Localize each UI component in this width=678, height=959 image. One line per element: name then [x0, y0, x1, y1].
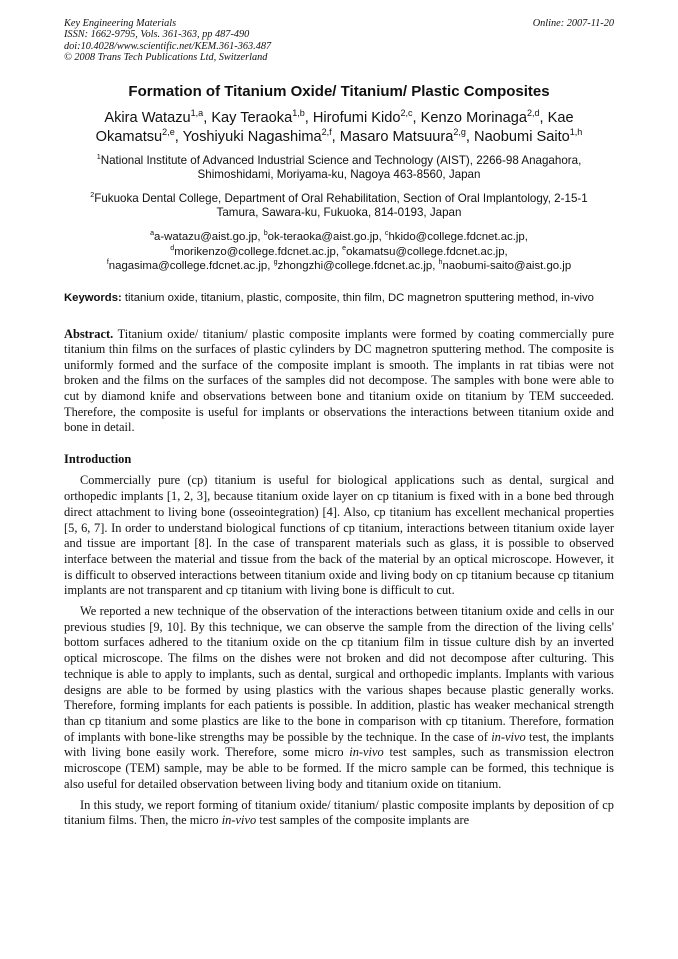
- keywords-label: Keywords:: [64, 291, 122, 304]
- email-address: hkido@college.fdcnet.ac.jp,: [388, 231, 528, 243]
- email-address: zhongzhi@college.fdcnet.ac.jp,: [277, 260, 439, 272]
- email-address: a-watazu@aist.go.jp,: [153, 231, 264, 243]
- abstract-text: Titanium oxide/ titanium/ plastic composite implants were formed by coating commercially pure titanium thin films on the surfaces of plastic cylinders by DC magnetron sputtering method. The composite is uniformly formed and the surface of the composite implant is smooth. The implants in rat tibias were not broken and the films on the surfaces of the samples did not decompose. The samples with bone were able to cut by diamond knife and observations between bone and titanium oxide on titanium by TEM succeeded. Therefore, the composite is useful for implants or observations the interactions between titanium oxide and bone in detail.: [64, 326, 614, 435]
- paper-title: Formation of Titanium Oxide/ Titanium/ Plastic Composites: [128, 82, 550, 100]
- author: Akira Watazu$^{1,a}$,: [104, 107, 212, 126]
- journal-name: Key Engineering Materials: [64, 18, 177, 29]
- author: Kay Teraoka$^{1,b}$,: [211, 107, 313, 126]
- email-line: $^a$a-watazu@aist.go.jp, $^b$ok-teraoka@aist.go.jp, $^c$hkido@college.fdcnet.ac.jp,: [150, 230, 528, 243]
- online-date: Online: 2007-11-20: [532, 18, 614, 29]
- abstract: [64, 327, 614, 436]
- email-address: nagasima@college.fdcnet.ac.jp,: [108, 260, 274, 272]
- copyright-line: © 2008 Trans Tech Publications Ltd, Switzerland: [64, 52, 268, 64]
- email-line: $^d$morikenzo@college.fdcnet.ac.jp, $^e$okamatsu@college.fdcnet.ac.jp,: [170, 244, 508, 258]
- email-address: ok-teraoka@aist.go.jp,: [267, 231, 385, 243]
- intro-paragraph-3: In this study, we report forming of titanium oxide/ titanium/ plastic composite implants by deposition of cp titanium films. Then, the micro in-vivo test samples of the composite implants are: [64, 797, 614, 828]
- author: Hirofumi Kido$^{2,c}$,: [312, 107, 421, 126]
- author: Masaro Matsuura$^{2,g}$,: [339, 127, 475, 146]
- abstract-label: Abstract.: [64, 326, 114, 341]
- intro-paragraph-1: Commercially pure (cp) titanium is useful for biological applications such as dental, surgical and orthopedic implants [1, 2, 3], because titanium oxide layer on cp titanium is fixed with in a bone bed through direct attachment to living bone (osseointegration) [4]. Also, cp titanium has excellent mechanical properties [5, 6, 7]. In order to understand biological functions of cp titanium, interactions between titanium oxide layer and tissue are important [8]. In the case of transparent materials such as glass, it is possible to observed interface between the material and tissue from the back of the material by an optical microscope. However, it is difficult to observed interactions between titanium oxide and living body on cp titanium because cp titanium implants are not transparent and cp titanium with living bone is difficult to cut.: [64, 473, 614, 598]
- author: Kae Okamatsu$^{2,e}$,: [95, 109, 574, 146]
- issn-line: ISSN: 1662-9795, Vols. 361-363, pp 487-490: [64, 29, 250, 41]
- section-heading-introduction: Introduction: [64, 451, 132, 466]
- keywords-text: titanium oxide, titanium, plastic, composite, thin film, DC magnetron sputtering method, in-vivo: [121, 291, 594, 304]
- email-line: $^f$nagasima@college.fdcnet.ac.jp, $^g$zhongzhi@college.fdcnet.ac.jp, $^h$naobumi-saito@aist.go.jp: [106, 259, 572, 272]
- affiliation-1: $^1$National Institute of Advanced Industrial Science and Technology (AIST), 2266-98 Anagahora, Shimoshidami, Moriyama-ku, Nagoya 463-8560, Japan: [96, 151, 582, 182]
- email-address: naobumi-saito@aist.go.jp: [442, 260, 572, 272]
- intro-paragraph-2: We reported a new technique of the observation of the interactions between titanium oxide and cells in our previous studies [9, 10]. By this technique, we can observe the sample from the direction of the living cells' bottom surfaces adhered to the titanium oxide on the cp titanium film in tissue culture dish by an inverted optical microscope. The films on the dishes were not broken and did not decompose after culturing. This technique is able to apply to implants, such as dental, surgical and orthopedic implants. Implants with various designs are able to be formed by using plastics with the various shapes because plastic generally works. Therefore, forming implants for each patients is possible. In addition, plastic has weaker mechanical strength than cp titanium and some plastics are like to the bone in comparison with cp titanium. Therefore, formation of implants with bone-like strengths may be possible by the technique. In the case of in-vivo test, the implants with living bone easily work. Therefore, some micro in-vivo test samples, such as transmission electron microscope (TEM) sample, may be able to be formed. If the micro sample can be formed, this technique is also useful for detailed observation between living body and titanium oxide on titanium.: [64, 604, 614, 791]
- journal-header: [64, 18, 614, 64]
- email-list: [64, 230, 614, 274]
- affiliation-2: $^2$Fukuoka Dental College, Department of Oral Rehabilitation, Section of Oral Implantology, 2-15-1 Tamura, Sawara-ku, Fukuoka, 814-0193, Japan: [90, 189, 588, 220]
- email-address: morikenzo@college.fdcnet.ac.jp,: [174, 245, 343, 258]
- author: Kenzo Morinaga$^{2,d}$,: [420, 107, 548, 126]
- keywords: [64, 291, 614, 305]
- author-list: [64, 109, 614, 148]
- author: Naobumi Saito$^{1,h}$: [474, 127, 583, 146]
- email-address: okamatsu@college.fdcnet.ac.jp,: [346, 245, 508, 258]
- author: Yoshiyuki Nagashima$^{2,f}$,: [182, 127, 340, 146]
- doi-line: doi:10.4028/www.scientific.net/KEM.361-363.487: [64, 40, 272, 52]
